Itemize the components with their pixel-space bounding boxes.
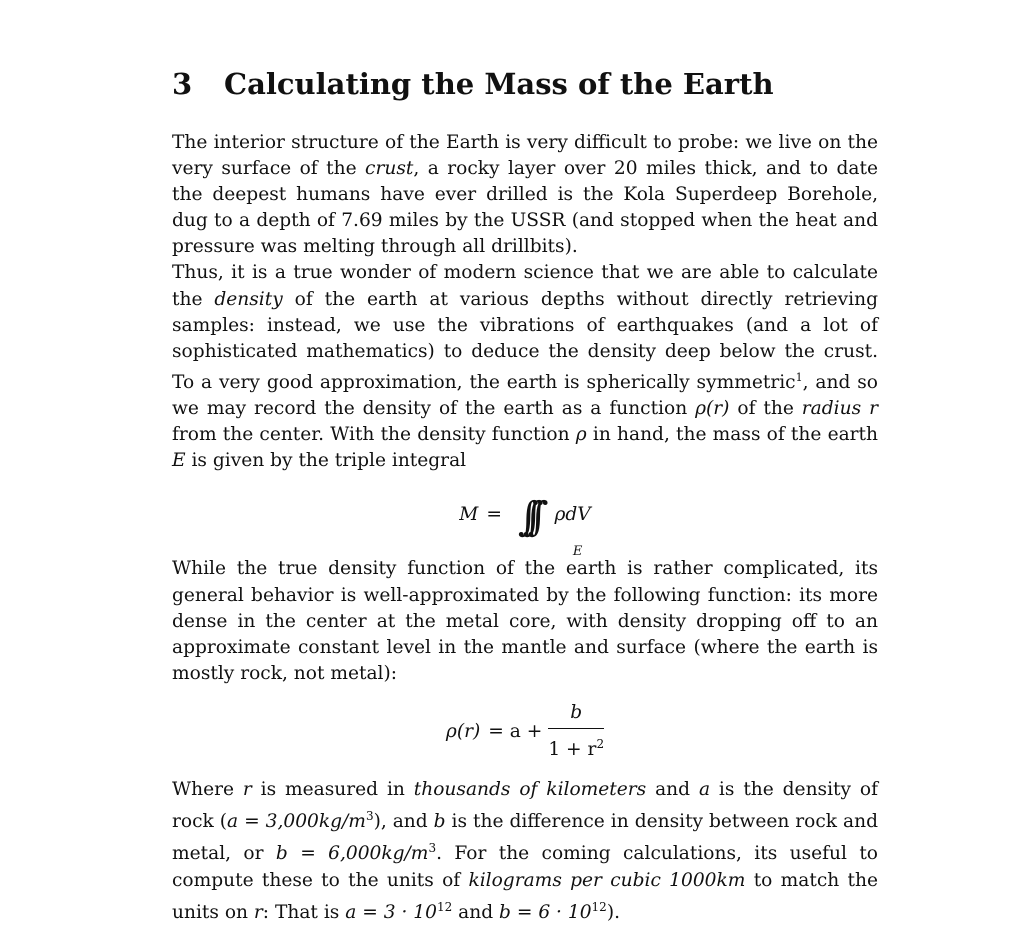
section-heading (172, 62, 878, 106)
text-run: Where (172, 778, 243, 800)
text-run: of the (729, 398, 802, 420)
paragraph-units (172, 777, 878, 926)
text-run: . For the coming calculations, its useful to compute these to the units of (172, 843, 878, 891)
equation-mass-integral (172, 478, 878, 560)
text-run: is the density of rock ( (172, 778, 878, 833)
eq2-rhs-start: = a + (488, 720, 543, 742)
text-run: of the earth at various depths without directly retrieving samples: instead, we use the vibrations of earthquakes (and a lot of sophisticated mathematics) to deduce the density deep below the crust. To a very good approximation, the earth is spherically symmetric (172, 288, 878, 394)
eq1-lhs: M (459, 504, 479, 526)
math-b-scaled: b = 6 · 10 (499, 901, 592, 923)
text-run: and (452, 901, 500, 923)
text-run: in hand, the mass of the earth (586, 424, 878, 446)
math-r: r (869, 398, 878, 420)
eq1-integrand: ρdV (554, 504, 591, 526)
text-run: The interior structure of the Earth is very difficult to probe: we live on the very surface of the (172, 132, 878, 180)
emph-thousands-km: thousands of kilometers (413, 778, 647, 800)
text-run: : That is (262, 901, 346, 923)
text-run: ). (606, 901, 620, 923)
text-run: from the center. With the density function (172, 424, 576, 446)
math-r: r (253, 901, 263, 923)
integral-sign: ∫∫∫ (517, 494, 533, 541)
text-run: ), and (373, 811, 434, 833)
text-run: and (646, 778, 699, 800)
fraction (548, 700, 604, 763)
eq2-lhs: ρ(r) (445, 720, 481, 742)
emph-density: density (214, 288, 283, 310)
text-run (861, 398, 869, 419)
text-run: is measured in (251, 778, 414, 800)
footnote-marker[interactable]: 1 (795, 370, 803, 384)
math-a-scaled: a = 3 · 10 (345, 901, 437, 923)
text-run: Thus, it is a true wonder of modern science that we are able to calculate the (172, 262, 878, 310)
paragraph-intro (172, 130, 878, 260)
emph-radius: radius (801, 398, 862, 420)
text-run: is given by the triple integral (185, 450, 467, 472)
exponent: 12 (591, 899, 607, 914)
eq1-equals: = (486, 504, 502, 526)
paragraph-density (172, 260, 878, 474)
integral-domain: E (572, 544, 583, 560)
equation-density-function (172, 691, 878, 773)
text-run: is the difference in density between rock and metal, or (172, 811, 878, 865)
text-run: to match the units on (172, 869, 878, 923)
denominator-exponent: 2 (596, 737, 605, 752)
exponent: 3 (428, 841, 437, 856)
fraction-numerator: b (570, 702, 583, 724)
math-b-value: b = 6,000kg/m (275, 843, 429, 865)
math-E: E (172, 450, 186, 472)
emph-crust: crust (365, 158, 414, 180)
document-page (172, 62, 878, 926)
exponent: 12 (436, 899, 453, 914)
text-run: , a rocky layer over 20 miles thick, and to date the deepest humans have ever drilled is the Kola Superdeep Borehole, dug to a depth of 7.69 miles by the USSR (and stopped when the heat and pressure was melting through all drillbits). (172, 158, 878, 258)
exponent: 3 (365, 808, 374, 823)
math-rho: ρ (575, 424, 587, 446)
paragraph-approximation: While the true density function of the earth is rather complicated, its general behavior is well-approximated by the following function: its more dense in the center at the metal core, with density dropping off to an approximate constant level in the mantle and surface (where the earth is mostly rock, not metal): (172, 558, 878, 684)
math-rho-r: ρ(r) (695, 398, 730, 420)
fraction-denominator (548, 729, 604, 763)
math-r: r (242, 778, 252, 800)
emph-units: kilograms per cubic 1000km (468, 869, 746, 891)
math-a-value: a = 3,000kg/m (227, 811, 366, 833)
math-b: b (433, 811, 446, 833)
section-number: 3 (172, 67, 193, 101)
math-a: a (698, 778, 711, 800)
text-run: , and so we may record the density of the earth as a function (172, 372, 878, 420)
section-title: Calculating the Mass of the Earth (224, 67, 774, 101)
denominator-text: 1 + r (548, 739, 597, 761)
